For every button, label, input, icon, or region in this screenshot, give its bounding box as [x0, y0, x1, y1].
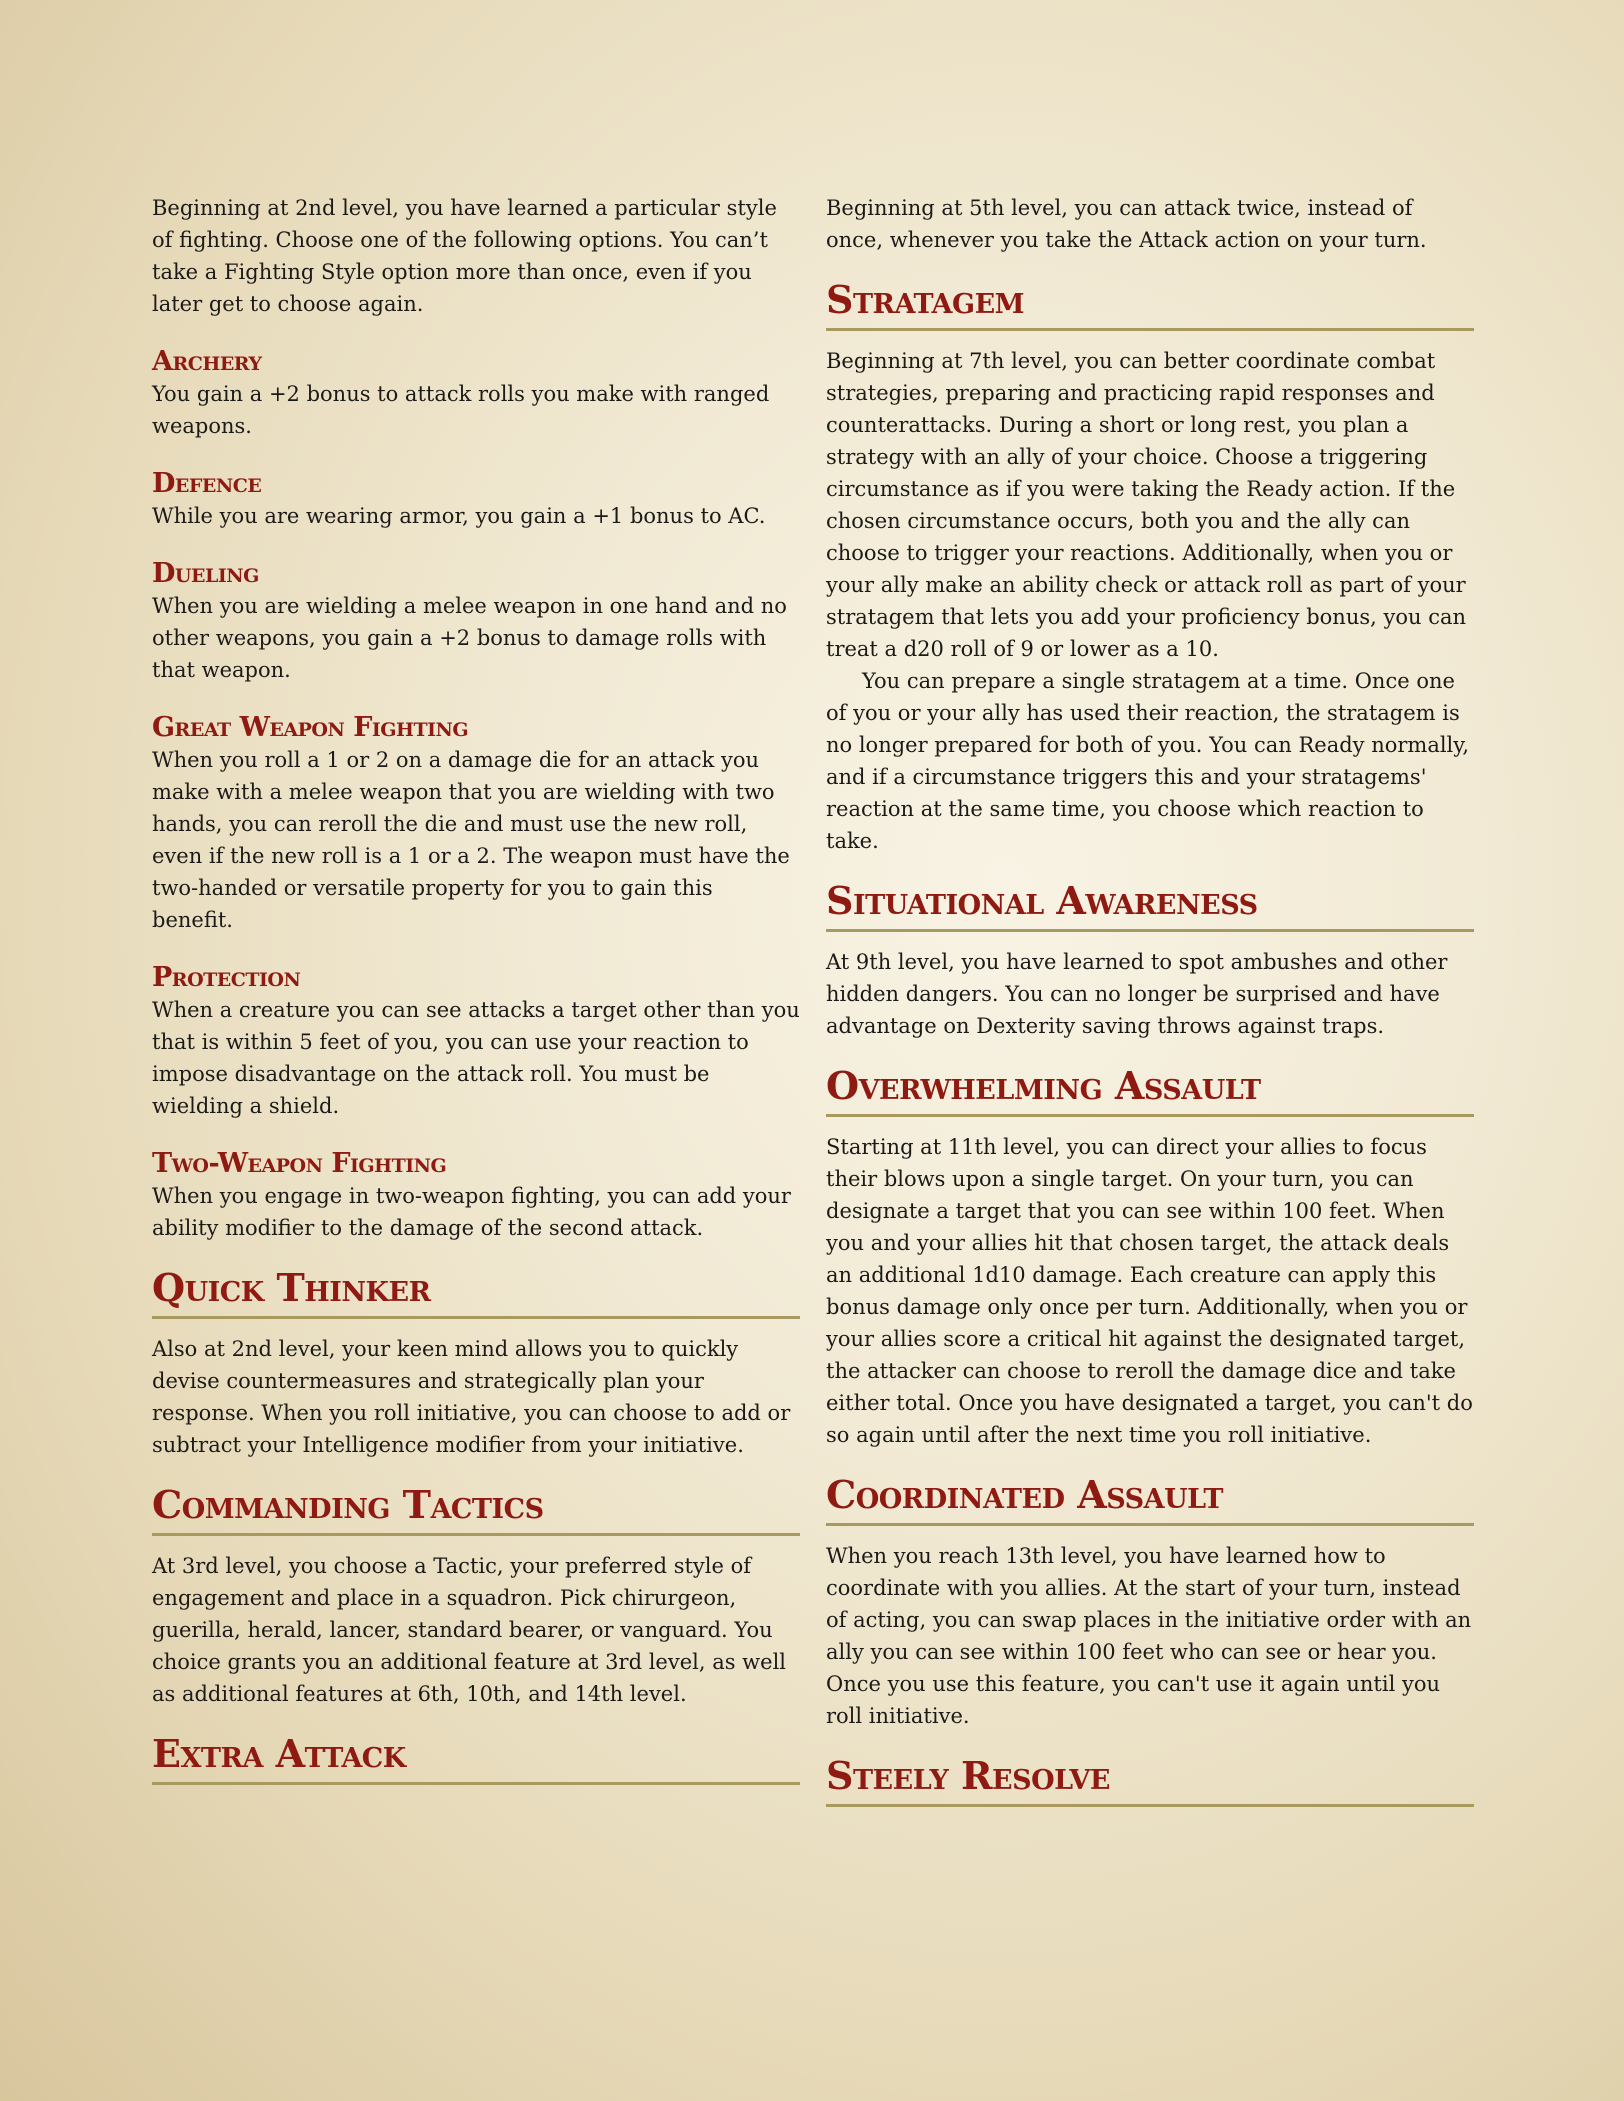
overwhelming-assault-text: Starting at 11th level, you can direct your allies to focus their blows upon a single target. On your turn, you can designate a target that you can see within 100 feet. When you and your allies hit that chosen target, the attack deals an additional 1d10 damage. Each creature can apply this bonus damage only once per turn. Additionally, when you or your allies score a critical hit against the designated target, the attacker can choose to reroll the damage dice and take either total. Once you have designated a target, you can't do so again until after the next time you roll initiative.	[826, 1135, 1473, 1447]
coordinated-assault-text: When you reach 13th level, you have learned how to coordinate with you allies. At the start of your turn, instead of acting, you can swap places in the initiative order with an ally you can see within 100 feet who can see or hear you. Once you use this feature, you can't use it again until you roll initiative.	[826, 1544, 1472, 1728]
great-weapon-fighting-heading: Great Weapon Fighting	[152, 712, 469, 743]
commanding-tactics-text: At 3rd level, you choose a Tactic, your preferred style of engagement and place in a squadron. Pick chirurgeon, guerilla, herald, lancer, standard bearer, or vanguard. You choice grants you an additional feature at 3rd level, as well as additional features at 6th, 10th, and 14th level.	[152, 1554, 786, 1706]
fighting-style-intro: Beginning at 2nd level, you have learned a particular style of fighting. Choose one of the following options. You can’t take a Fighting Style option more than once, even if you later get to choose again.	[152, 196, 777, 316]
two-weapon-fighting-text: When you engage in two-weapon fighting, you can add your ability modifier to the damage of the second attack.	[152, 1184, 791, 1240]
stratagem-heading: Stratagem	[826, 278, 1474, 331]
dueling-heading: Dueling	[152, 558, 259, 589]
commanding-tactics-heading: Commanding Tactics	[152, 1483, 800, 1536]
quick-thinker-text: Also at 2nd level, your keen mind allows you to quickly devise countermeasures and strategically plan your response. When you roll initiative, you can choose to add or subtract your Intelligence modifier from your initiative.	[152, 1337, 791, 1457]
left-column	[152, 192, 800, 1785]
archery-heading: Archery	[152, 346, 262, 377]
stratagem-text-2: You can prepare a single stratagem at a time. Once one of you or your ally has used their reaction, the stratagem is no longer prepared for both of you. You can Ready normally, and if a circumstance triggers this and your stratagems' reaction at the same time, you choose which reaction to take.	[826, 669, 1470, 853]
situational-awareness-heading: Situational Awareness	[826, 879, 1474, 932]
dueling-text: When you are wielding a melee weapon in one hand and no other weapons, you gain a +2 bonus to damage rolls with that weapon.	[152, 594, 787, 682]
extra-attack-text: Beginning at 5th level, you can attack twice, instead of once, whenever you take the Attack action on your turn.	[826, 196, 1427, 252]
overwhelming-assault-heading: Overwhelming Assault	[826, 1064, 1474, 1117]
right-column	[826, 192, 1474, 1807]
stratagem-text: Beginning at 7th level, you can better coordinate combat strategies, preparing and practicing rapid responses and counterattacks. During a short or long rest, you plan a strategy with an ally of your choice. Choose a triggering circumstance as if you were taking the Ready action. If the chosen circumstance occurs, both you and the ally can choose to trigger your reactions. Additionally, when you or your ally make an ability check or attack roll as part of your stratagem that lets you add your proficiency bonus, you can treat a d20 roll of 9 or lower as a 10.	[826, 349, 1466, 661]
extra-attack-heading: Extra Attack	[152, 1732, 800, 1785]
situational-awareness-text: At 9th level, you have learned to spot ambushes and other hidden dangers. You can no longer be surprised and have advantage on Dexterity saving throws against traps.	[826, 950, 1448, 1038]
two-weapon-fighting-heading: Two-Weapon Fighting	[152, 1148, 447, 1179]
coordinated-assault-heading: Coordinated Assault	[826, 1473, 1474, 1526]
steely-resolve-heading: Steely Resolve	[826, 1754, 1474, 1807]
protection-heading: Protection	[152, 962, 301, 993]
protection-text: When a creature you can see attacks a target other than you that is within 5 feet of you, you can use your reaction to impose disadvantage on the attack roll. You must be wielding a shield.	[152, 998, 800, 1118]
defence-text: While you are wearing armor, you gain a +1 bonus to AC.	[152, 504, 766, 528]
great-weapon-fighting-text: When you roll a 1 or 2 on a damage die for an attack you make with a melee weapon that you are wielding with two hands, you can reroll the die and must use the new roll, even if the new roll is a 1 or a 2. The weapon must have the two-handed or versatile property for you to gain this benefit.	[152, 748, 790, 932]
quick-thinker-heading: Quick Thinker	[152, 1266, 800, 1319]
archery-text: You gain a +2 bonus to attack rolls you make with ranged weapons.	[152, 382, 770, 438]
defence-heading: Defence	[152, 468, 262, 499]
